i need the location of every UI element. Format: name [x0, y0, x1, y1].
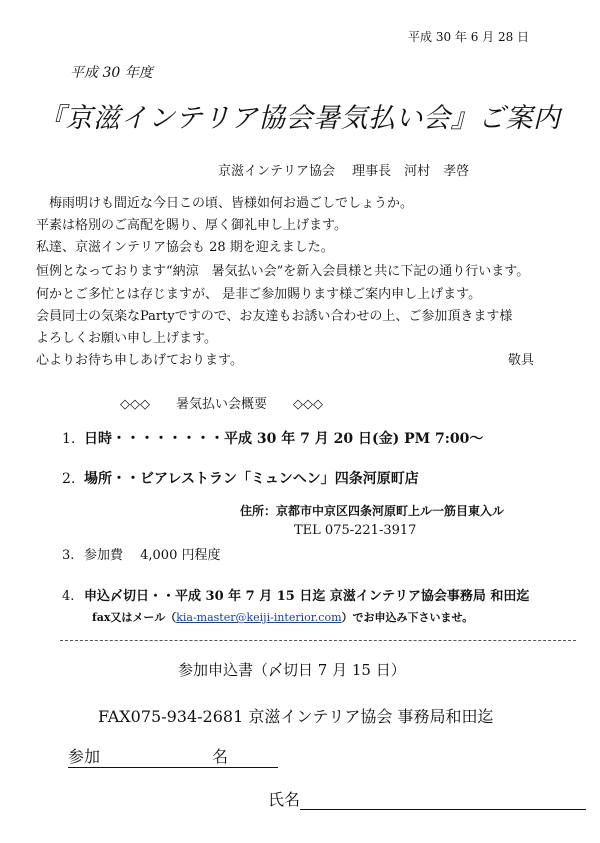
body-line: 何かとご多忙とは存じますが、 是非ご参加賜ります様ご案内申し上げます。: [36, 287, 482, 302]
name-label: 氏名: [268, 790, 301, 809]
venue-address: 住所：京都市中京区四条河原町上ル一筋目東入ル: [240, 504, 505, 518]
body-line: よろしくお願い申し上げます。: [36, 331, 217, 346]
participant-count-field[interactable]: [68, 744, 278, 768]
item-text: 日時・・・・・・・・平成 30 年 7 月 20 日(金) PM 7:00～: [84, 431, 484, 447]
item-number: 4.: [62, 589, 75, 604]
outline-heading: ◇◇◇ 暑気払い会概要 ◇◇◇: [120, 397, 323, 412]
item-text: 場所・・ビアレストラン「ミュンヘン」四条河原町店: [84, 471, 419, 487]
document-title: 『京滋インテリア協会暑気払い会』ご案内: [38, 103, 561, 134]
item-fee: [62, 544, 220, 563]
venue-tel: TEL 075-221-3917: [294, 523, 417, 538]
item-text: 申込〆切日・・平成 30 年 7 月 15 日迄 京滋インテリア協会事務局 和田迄: [84, 589, 530, 604]
note-prefix: fax又はメール（: [92, 611, 177, 624]
item-deadline: [62, 585, 529, 604]
item-number: 2.: [62, 471, 76, 487]
note-suffix: ）でお申込み下さいませ。: [341, 611, 474, 624]
body-line: 会員同士の気楽なPartyですので、お友達もお誘い合わせの上、ご参加頂きます様: [36, 309, 513, 324]
item-number: 1.: [62, 431, 76, 447]
name-underline: [300, 809, 586, 810]
cut-line-divider: [60, 640, 576, 641]
closing-word: 敬具: [508, 353, 535, 368]
fiscal-year: 平成 30 年度: [70, 65, 153, 81]
body-line: 恒例となっております“納涼 暑気払い会”を新入会員様と共に下記の通り行います。: [36, 264, 530, 279]
email-link[interactable]: kia-master@keiji-interior.com: [176, 611, 342, 624]
body-line: 梅雨明けも間近な今日この頃、皆様如何お過ごしでしょうか。: [36, 196, 414, 211]
item-number: 3.: [62, 548, 75, 563]
item-text: 参加費 4,000 円程度: [84, 548, 221, 563]
item-venue: [62, 468, 419, 488]
application-note: [92, 609, 473, 625]
body-line: 私達、京滋インテリア協会も 28 期を迎えました。: [36, 240, 334, 255]
sender-line: 京滋インテリア協会 理事長 河村 孝啓: [218, 164, 470, 179]
participant-count-label: 参加 名: [68, 744, 278, 768]
form-title: 参加申込書（〆切日 7 月 15 日）: [178, 661, 406, 679]
body-line: 心よりお待ち申しあげております。: [36, 353, 243, 368]
name-field[interactable]: [268, 787, 586, 810]
fax-line: FAX075-934-2681 京滋インテリア協会 事務局和田迄: [98, 707, 494, 726]
body-line: 平素は格別のご高配を賜り、厚く御礼申し上げます。: [36, 218, 347, 233]
document-date: 平成 30 年 6 月 28 日: [408, 30, 530, 44]
item-datetime: [62, 428, 483, 448]
